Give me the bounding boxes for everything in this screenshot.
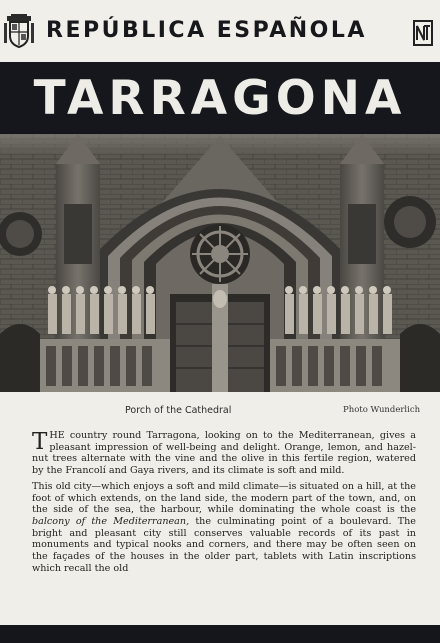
- photo-caption: Porch of the Cathedral: [125, 405, 232, 416]
- paragraph-2-text-b: the culminating point of a boulevard. The bright and pleasant city still conserves valuable records of its past in monuments and typical nooks and corners, and there may be often seen on the façades of the houses in the older part, tablets with Latin inscriptions which recall the old: [32, 515, 416, 574]
- paragraph-2-text-a: This old city—which enjoys a soft and mild climate—is situated on a hill, at the foot of which extends, on the land side, the modern part of the town, and, on the side of the sea, the harbour, while dominating the whole coast is the: [32, 480, 416, 516]
- photo-credit: Photo Wunderlich: [343, 405, 421, 415]
- drop-cap: T: [32, 429, 48, 455]
- cathedral-illustration: [0, 134, 440, 392]
- paragraph-2-italic: balcony of the Mediterranean,: [32, 515, 190, 527]
- main-title: TARRAGONA: [33, 71, 407, 126]
- coat-of-arms-icon: [4, 14, 34, 48]
- title-band: [0, 65, 440, 132]
- paragraph-1-text: HE country round Tarragona, looking on to the Mediterranean, gives a pleasant impression of well-being and delight. Orange, lemon, and hazel-nut trees alternate with the vine and the olive in this fertile region, watered by the Francolí and Gaya rivers, and its climate is soft and mild.: [32, 430, 416, 477]
- header-band: [0, 0, 440, 65]
- cathedral-porch-photo: [0, 134, 440, 392]
- article-body: [32, 430, 416, 578]
- footer-band: [0, 625, 440, 643]
- paragraph-2: [32, 481, 416, 575]
- paragraph-1: [32, 430, 416, 477]
- tourism-logo-icon: [413, 20, 433, 46]
- header-title: REPÚBLICA ESPAÑOLA: [46, 18, 367, 43]
- text-section: [0, 392, 440, 625]
